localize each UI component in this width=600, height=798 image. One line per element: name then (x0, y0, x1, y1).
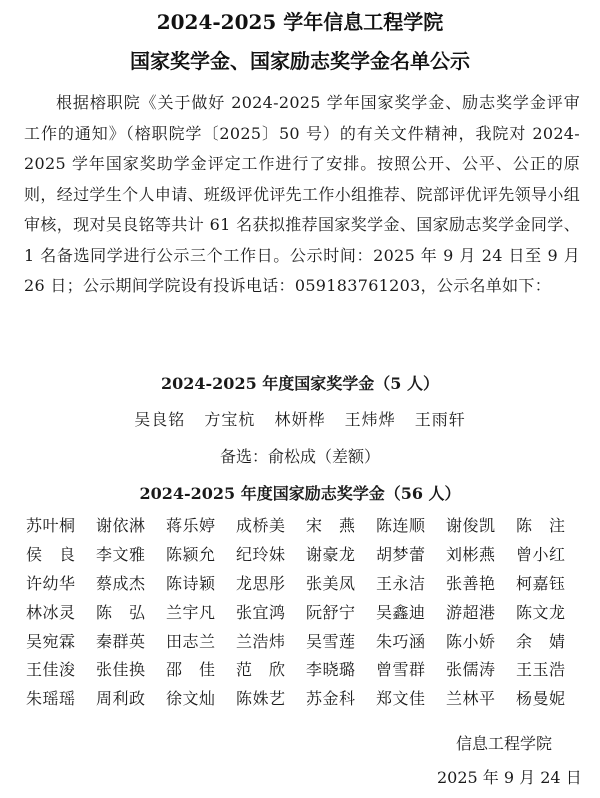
inspirational-name: 徐文灿 (166, 689, 216, 709)
inspirational-name: 李文雅 (96, 544, 146, 564)
inspirational-name: 周利政 (96, 689, 146, 709)
signature-date: 2025 年 9 月 24 日 (437, 768, 582, 787)
inspirational-name: 兰林平 (446, 689, 496, 709)
national-name: 王雨轩 (414, 410, 466, 429)
inspirational-name: 田志兰 (166, 631, 216, 651)
inspirational-name: 陈 弘 (96, 602, 146, 622)
inspirational-name: 王佳浚 (26, 660, 76, 680)
inspirational-name: 龙思彤 (236, 573, 286, 593)
inspirational-name: 陈诗颖 (166, 573, 216, 593)
inspirational-name: 张美凤 (306, 573, 356, 593)
inspirational-name: 林冰灵 (26, 602, 76, 622)
national-scholarship-names (0, 409, 600, 431)
inspirational-name: 陈姝艺 (236, 689, 286, 709)
inspirational-name: 张儒涛 (446, 660, 496, 680)
inspirational-name: 张善艳 (446, 573, 496, 593)
inspirational-name: 胡梦蕾 (376, 544, 426, 564)
inspirational-name: 柯嘉钰 (516, 573, 566, 593)
inspirational-name: 吴鑫迪 (376, 602, 426, 622)
inspirational-name: 郑文佳 (376, 689, 426, 709)
inspirational-name: 谢依淋 (96, 516, 146, 535)
inspirational-name: 许幼华 (26, 573, 76, 593)
inspirational-name: 杨曼妮 (516, 689, 566, 709)
inspirational-name: 纪玲妹 (236, 544, 286, 564)
notice-title-line1: 2024-2025 学年信息工程学院 (156, 10, 444, 34)
inspirational-name: 刘彬燕 (446, 544, 496, 564)
inspirational-name: 谢俊凯 (446, 516, 496, 535)
inspirational-name: 曾雪群 (376, 660, 426, 680)
inspirational-name: 范 欣 (236, 660, 286, 680)
national-name: 方宝杭 (204, 410, 256, 429)
inspirational-name: 游超港 (446, 602, 496, 622)
inspirational-name: 蔡成杰 (96, 573, 146, 593)
inspirational-name: 侯 良 (26, 544, 76, 564)
inspirational-name: 陈连顺 (376, 516, 426, 535)
inspirational-name: 王永洁 (376, 573, 426, 593)
inspirational-name: 成桥美 (236, 516, 286, 535)
inspirational-name: 吴宛霖 (26, 631, 76, 651)
inspirational-name: 兰浩炜 (236, 631, 286, 651)
national-scholarship-heading: 2024-2025 年度国家奖学金（5 人） (161, 374, 439, 393)
inspirational-name: 苏金科 (306, 689, 356, 709)
inspirational-names-grid (26, 512, 586, 714)
inspirational-name: 张佳换 (96, 660, 146, 680)
national-name: 林妍桦 (274, 410, 326, 429)
inspirational-scholarship-heading: 2024-2025 年度国家励志奖学金（56 人） (139, 484, 461, 503)
inspirational-name: 吴雪莲 (306, 631, 356, 651)
inspirational-name: 朱瑶瑶 (26, 689, 76, 709)
inspirational-name: 李晓璐 (306, 660, 356, 680)
notice-paragraph: 根据榕职院《关于做好 2024-2025 学年国家奖学金、励志奖学金评审工作的通知》（榕职院学〔2025〕50 号）的有关文件精神，我院对 2024-2025 学年国家奖助学金评定工作进行了安排。按照公开、公平、公正的原则，经过学生个人申请、班级评优评先工作小组推荐、院部评优评先领导小组审核，现对吴良铭等共计 61 名获拟推荐国家奖学金、国家励志奖学金同学、1 名备选同学进行公示三个工作日。公示时间：2025 年 9 月 24 日至 9 月 26 日；公示期间学院设有投诉电话：059183761203，公示名单如下： (24, 93, 580, 295)
inspirational-name: 余 婧 (516, 631, 566, 651)
inspirational-name: 蒋乐婷 (166, 516, 216, 535)
alternate-candidate: 备选：俞松成（差额） (219, 447, 380, 466)
national-name: 王炜烨 (344, 410, 396, 429)
inspirational-name: 陈颍允 (166, 544, 216, 564)
inspirational-name: 谢豪龙 (306, 544, 356, 564)
inspirational-name: 陈小娇 (446, 631, 496, 651)
notice-title-line2: 国家奖学金、国家励志奖学金名单公示 (130, 49, 470, 73)
signature-org: 信息工程学院 (456, 734, 553, 753)
inspirational-name: 苏叶桐 (26, 516, 76, 535)
inspirational-name: 陈 注 (516, 516, 566, 535)
inspirational-name: 王玉浩 (516, 660, 566, 680)
inspirational-name: 宋 燕 (306, 516, 356, 535)
national-name: 吴良铭 (134, 410, 186, 429)
inspirational-name: 曾小红 (516, 544, 566, 564)
inspirational-name: 秦群英 (96, 631, 146, 651)
inspirational-name: 陈文龙 (516, 602, 566, 622)
inspirational-name: 兰宇凡 (166, 602, 216, 622)
inspirational-name: 阮舒宁 (306, 602, 356, 622)
inspirational-name: 邵 佳 (166, 660, 216, 680)
inspirational-name: 朱巧涵 (376, 631, 426, 651)
inspirational-name: 张宜鸿 (236, 602, 286, 622)
